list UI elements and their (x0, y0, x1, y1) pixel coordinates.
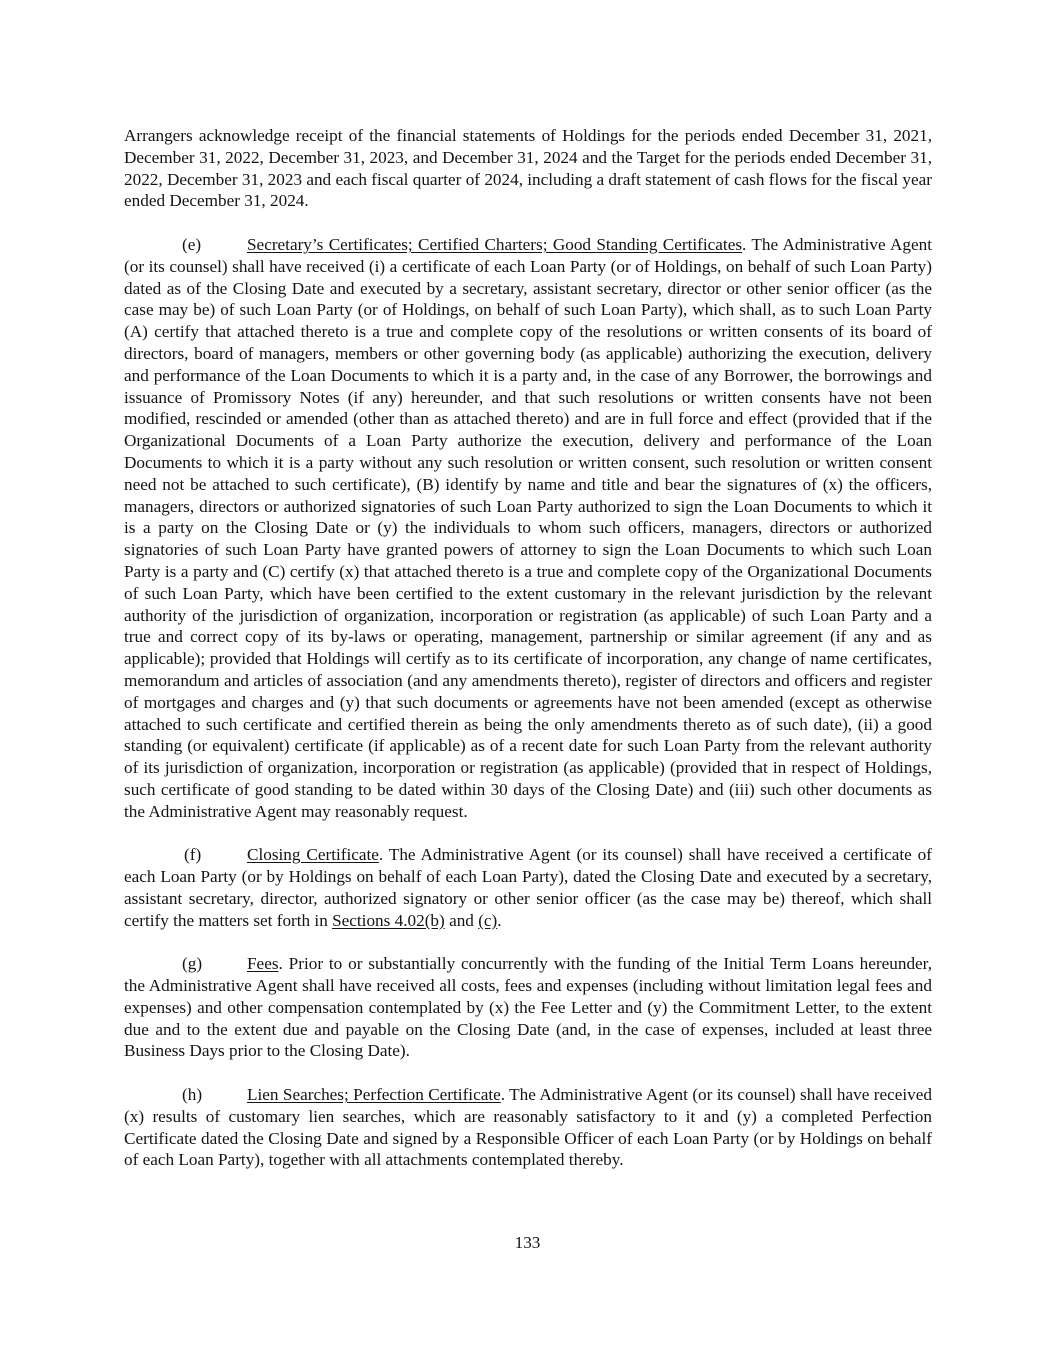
section-h-number: (h) (182, 1085, 203, 1105)
section-g-heading: Fees (247, 954, 279, 974)
section-f-body: . The Administrative Agent (or its counsel) shall have received a certificate of each Loan Party (or by Holdings on behalf of each Loan Party), dated the Closing Date and executed by a secretary, assistant secretary, director, authorized signatory or other senior officer (as the case may be) thereof, which shall certify the matters set forth in (124, 845, 932, 930)
section-e-paragraph (124, 234, 932, 823)
section-f-tail: . (497, 910, 502, 930)
section-e-heading: Secretary’s Certificates; Certified Charters; Good Standing Certificates (247, 234, 743, 254)
page-number: 133 (514, 1233, 541, 1252)
section-g-number: (g) (182, 954, 203, 974)
section-f-ref-c: (c) (478, 910, 498, 930)
section-g-body: . Prior to or substantially concurrently with the funding of the Initial Term Loans hereunder, the Administrative Agent shall have received all costs, fees and expenses (including without limitation legal fees and expenses) and other compensation contemplated by (x) the Fee Letter and (y) the Commitment Letter, to the extent due and to the extent due and payable on the Closing Date (and, in the case of expenses, included at least three Business Days prior to the Closing Date). (124, 954, 932, 1061)
section-e-body: . The Administrative Agent (or its counsel) shall have received (i) a certificate of each Loan Party (or of Holdings, on behalf of such Loan Party) dated as of the Closing Date and executed by a secretary, assistant secretary, director or other senior officer (as the case may be) of such Loan Party (or of Holdings, on behalf of such Loan Party), which shall, as to such Loan Party (A) certify that attached thereto is a true and complete copy of the resolutions or written consents of its board of directors, board of managers, members or other governing body (as applicable) authorizing the execution, delivery and performance of the Loan Documents to which it is a party and, in the case of any Borrower, the borrowings and issuance of Promissory Notes (if any) hereunder, and that such resolutions or written consents have not been modified, rescinded or amended (other than as attached thereto) and are in full force and effect (provided that if the Organizational Documents of a Loan Party authorize the execution, delivery and performance of the Loan Documents to which it is a party without any such resolution or written consent, such resolution or written consent need not be attached to such certificate), (B) identify by name and title and bear the signatures of (x) the officers, managers, directors or authorized signatories of such Loan Party authorized to sign the Loan Documents to which it is a party on the Closing Date or (y) the individuals to whom such officers, managers, directors or authorized signatories of such Loan Party have granted powers of attorney to sign the Loan Documents to which such Loan Party is a party and (C) certify (x) that attached thereto is a true and complete copy of the Organizational Documents of such Loan Party, which have been certified to the extent customary in the relevant jurisdiction by the relevant authority of the jurisdiction of organization, incorporation or registration (as applicable) of such Loan Party and a true and correct copy of its by-laws or operating, management, partnership or similar agreement (if any and as applicable); provided that Holdings will certify as to its certificate of incorporation, any change of name certificates, memorandum and articles of association (and any amendments thereto), register of directors and officers and register of mortgages and charges and (y) that such documents or agreements have not been amended (except as otherwise attached to such certificate and certified therein as being the only amendments thereto as of such date), (ii) a good standing (or equivalent) certificate (if applicable) as of a recent date for such Loan Party from the relevant authority of its jurisdiction of organization, incorporation or registration (as applicable) (provided that in respect of Holdings, such certificate of good standing to be dated within 30 days of the Closing Date) and (iii) such other documents as the Administrative Agent may reasonably request. (124, 234, 932, 821)
section-h-heading: Lien Searches; Perfection Certificate (247, 1085, 501, 1105)
section-f-paragraph (124, 844, 932, 931)
section-h-body: . The Administrative Agent (or its counsel) shall have received (x) results of customary lien searches, which are reasonably satisfactory to it and (y) a completed Perfection Certificate dated the Closing Date and signed by a Responsible Officer of each Loan Party (or by Holdings on behalf of each Loan Party), together with all attachments contemplated thereby. (124, 1085, 932, 1170)
section-g-paragraph (124, 953, 932, 1062)
section-e-number: (e) (182, 234, 202, 254)
section-h-paragraph (124, 1084, 932, 1171)
section-f-ref-sections: Sections 4.02(b) (332, 910, 445, 930)
section-f-number: (f) (184, 845, 202, 865)
intro-paragraph: Arrangers acknowledge receipt of the financial statements of Holdings for the periods ended December 31, 2021, December 31, 2022, December 31, 2023, and December 31, 2024 and the Target for the periods ended December 31, 2022, December 31, 2023 and each fiscal quarter of 2024, including a draft statement of cash flows for the fiscal year ended December 31, 2024. (124, 126, 932, 211)
section-f-mid: and (444, 910, 479, 930)
section-f-heading: Closing Certificate (247, 845, 379, 865)
document-page (124, 125, 932, 1193)
